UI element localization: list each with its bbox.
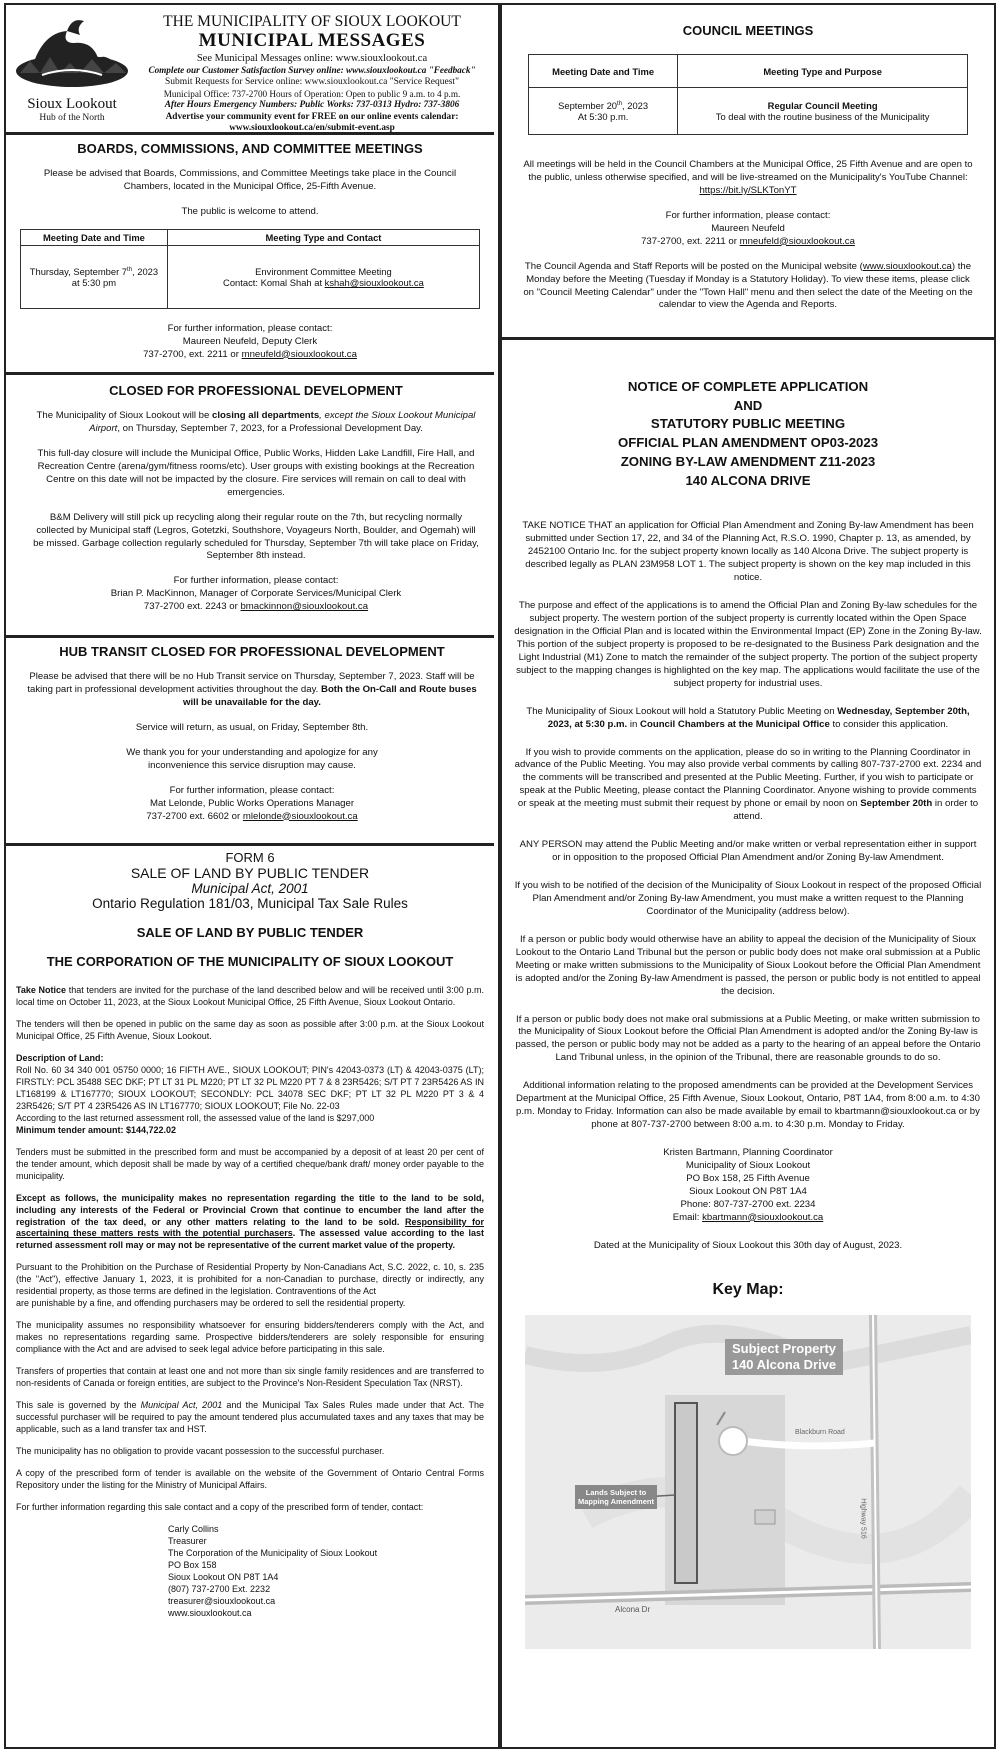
- council-col-date: Meeting Date and Time: [529, 55, 678, 88]
- transit-p2: Service will return, as usual, on Friday, September 8th.: [135, 721, 369, 733]
- notice-dated: Dated at the Municipality of Sioux Lookout this 30th day of August, 2023.: [593, 1239, 903, 1251]
- notice-p7: If a person or public body would otherwise have an ability to appeal the decision of the Municipality of Sioux Lookout to the Ontario Land Tribunal but the person or public body does not make oral submission at a Public Meeting or make written submissions to the Municipality of Sioux Lookout before the Official Plan Amendment is adopted and/or the Zoning By-law Amendment is passed, the person or public body is not entitled to appeal the decision.: [515, 933, 981, 997]
- council-youtube-link[interactable]: https://bit.ly/SLKTonYT: [699, 184, 797, 196]
- table-row: [529, 88, 968, 135]
- transit-title: HUB TRANSIT CLOSED FOR PROFESSIONAL DEVELOPMENT: [59, 644, 445, 659]
- tender-sale-title: SALE OF LAND BY PUBLIC TENDER: [130, 865, 370, 881]
- tender-p2: The tenders will then be opened in public on the same day as soon as possible after 3:00 p.m. at the Sioux Lookout Municipal Office, 25 Fifth Avenue, Sioux Lookout.: [16, 1018, 484, 1041]
- left-column: [6, 5, 494, 1747]
- tender-desc-label: Description of Land:: [16, 1052, 104, 1063]
- council-p2: The Council Agenda and Staff Reports will be posted on the Municipal website (www.siouxlookout.ca) the Monday before the Meeting (Tuesday if Monday is a Statutory Holiday). To view these items, please click on "Council Meeting Calendar" under the "Town Hall" menu and then select the date of the Meeting on the calendar to view the Agenda and Reports.: [523, 260, 973, 311]
- tender-minimum: Minimum tender amount: $144,722.02: [16, 1124, 177, 1135]
- council-website-link[interactable]: www.siouxlookout.ca: [862, 260, 952, 272]
- closed-p2: This full-day closure will include the Municipal Office, Public Works, Hidden Lake Landfill, Fire Hall, and Recreation Centre (arena/gym/fitness rooms/etc). User groups with existing bookings at the Recreation Centre on this date will not be impacted by the closure. Fire services will remain on call to deal with emergencies.: [37, 447, 475, 498]
- key-map: [525, 1315, 971, 1649]
- closed-p3: B&M Delivery will still pick up recycling along their regular route on the 7th, but recycling normally collected by Municipal staff (Legros, Gotetzki, Southshore, Voyageurs North, Boulder, and Ogemah) will be missed. Garbage collection regularly scheduled for Thursday, September 7th will take place on Friday, September 8th instead.: [33, 511, 479, 562]
- boards-type-cell: Environment Committee Meeting Contact: Komal Shah at kshah@siouxlookout.ca: [167, 245, 479, 308]
- tender-website-link[interactable]: www.siouxlookout.ca: [168, 1607, 252, 1618]
- closed-title: CLOSED FOR PROFESSIONAL DEVELOPMENT: [109, 383, 403, 398]
- tender-p4: Except as follows, the municipality makes no representation regarding the title to the land to be sold, including any interests of the Federal or Provincial Crown that continue to encumber the land after the registration of the tax deed, or any other matters relating to the land to be sold. Responsibility for ascertaining these matters rests with the potential purchasers. The assessed value according to the last returned assessment roll may or may not be representative of the current market value of the property.: [16, 1192, 484, 1251]
- notice-section: [502, 340, 994, 1751]
- tender-p10: A copy of the prescribed form of tender is available on the website of the Government of Ontario Central Forms Repository under the listing for the Ministry of Municipal Affairs.: [16, 1468, 484, 1490]
- table-row: [21, 245, 480, 308]
- masthead-line-2: Complete our Customer Satisfaction Survey online: www.siouxlookout.ca "Feedback": [148, 65, 476, 76]
- tender-p11: For further information regarding this sale contact and a copy of the prescribed form of tender, contact:: [16, 1501, 424, 1512]
- council-email-link[interactable]: mneufeld@siouxlookout.ca: [739, 235, 855, 247]
- council-p1: All meetings will be held in the Council Chambers at the Municipal Office, 25 Fifth Avenue and are open to the public, unless otherwise specified, and will be live-streamed on the Municipality's YouTube Channel: https://bit.ly/SLKTonYT: [523, 159, 973, 196]
- notice-contact: Kristen Bartmann, Planning Coordinator Municipality of Sioux Lookout PO Box 158, 25 Fifth Avenue Sioux Lookout ON P8T 1A4 Phone: 807-737-2700 ext. 2234 Email: kbartmann@siouxlookout.ca: [663, 1147, 833, 1223]
- notice-title: NOTICE OF COMPLETE APPLICATION AND STATUTORY PUBLIC MEETING OFFICIAL PLAN AMENDMENT OP03-2023 ZONING BY-LAW AMENDMENT Z11-2023 140 ALCONA DRIVE: [617, 379, 879, 488]
- transit-email-link[interactable]: mlelonde@siouxlookout.ca: [242, 810, 358, 822]
- map-road-highway: Highway 516: [859, 1497, 867, 1539]
- notice-p4: If you wish to provide comments on the application, please do so in writing to the Planning Coordinator in advance of the Public Meeting. You may also provide verbal comments by calling 807-737-2700 ext. 2234 and the comments will be transcribed and presented at the Public Meeting. Further, if you wish to participate or speak at the Public Meeting, please contact the Planning Coordinator. Anyone wishing to provide comments or speak at the meeting must submit their request by phone or email by noon on September 20th in order to attend.: [514, 746, 982, 823]
- council-date-cell: September 20th, 2023 At 5:30 p.m.: [529, 88, 678, 135]
- boards-contact: For further information, please contact: Maureen Neufeld, Deputy Clerk 737-2700, ext. 2211 or mneufeld@siouxlookout.ca: [143, 322, 357, 360]
- notice-p5: ANY PERSON may attend the Public Meeting and/or make written or verbal representation either in support or in opposition to the proposed Official Plan Amendment and/or Zoning By-law Amendment.: [519, 839, 977, 864]
- tender-p5b: are punishable by a fine, and offending purchasers may be ordered to sell the residential property.: [16, 1298, 406, 1309]
- boards-title: BOARDS, COMMISSIONS, AND COMMITTEE MEETINGS: [77, 141, 423, 156]
- masthead-line-6: Advertise your community event for FREE on our online events calendar:: [165, 111, 459, 122]
- transit-p1: Please be advised that there will be no Hub Transit service on Thursday, September 7, 2023. Staff will be taking part in professional development activities throughout the day. Both the On-Call and Route buses will be unavailable for the day.: [27, 671, 477, 708]
- masthead-subtitle: MUNICIPAL MESSAGES: [198, 30, 426, 51]
- notice-email-link[interactable]: kbartmann@siouxlookout.ca: [702, 1211, 824, 1223]
- notice-p9: Additional information relating to the proposed amendments can be provided at the Development Services Department at the Municipal Office, 25 Fifth Avenue, Sioux Lookout, Ontario, P8T 1A4, from 8:00 a.m. to 4:30 p.m. Monday to Friday. Information can also be made available by email to kbartmann@siouxlookout.ca or by phone at 807-737-2700 between 8:00 a.m. to 4:30 p.m. Monday to Friday.: [516, 1080, 980, 1131]
- council-title: COUNCIL MEETINGS: [682, 23, 814, 38]
- notice-p8: If a person or public body does not make oral submissions at a Public Meeting, or make written submission to the Municipality of Sioux Lookout before the Official Plan Amendment is adopted and/or the Zoning By-law is passed, the person or public body may not be added as a party to the hearing of an appeal before the Ontario Land Tribunal unless, in the opinion of the Tribunal, there are reasonable grounds to do so.: [515, 1013, 981, 1064]
- notice-p3: The Municipality of Sioux Lookout will hold a Statutory Public Meeting on Wednesday, September 20th, 2023, at 5:30 p.m. in Council Chambers at the Municipal Office to consider this application.: [526, 705, 970, 730]
- tender-p6: The municipality assumes no responsibility whatsoever for ensuring bidders/tenderers comply with the Act, and makes no representations regarding same. Prospective bidders/tenderers are solely responsible for ensuring compliance with the Act and are advised to seek legal advice before participating in this sale.: [16, 1320, 484, 1355]
- closed-email-link[interactable]: bmackinnon@siouxlookout.ca: [240, 601, 369, 613]
- map-road-alcona: Alcona Dr: [615, 1604, 651, 1614]
- council-contact: For further information, please contact: Maureen Neufeld 737-2700, ext. 2211 or mneufeld@siouxlookout.ca: [641, 209, 855, 247]
- boards-col-date: Meeting Date and Time: [21, 229, 168, 245]
- tender-regulation: Ontario Regulation 181/03, Municipal Tax Sale Rules: [92, 896, 408, 911]
- council-table-header: [529, 55, 968, 88]
- boards-col-type: Meeting Type and Contact: [167, 229, 479, 245]
- tender-sub-2: THE CORPORATION OF THE MUNICIPALITY OF SIOUX LOOKOUT: [46, 954, 454, 969]
- council-type-cell: Regular Council Meeting To deal with the routine business of the Municipality: [678, 88, 968, 135]
- tender-section: [6, 846, 494, 1751]
- boards-date-cell: Thursday, September 7th, 2023 at 5:30 pm: [21, 245, 168, 308]
- transit-contact: For further information, please contact: Mat Lelonde, Public Works Operations Manager 737-2700 ext. 6602 or mlelonde@siouxlookout.ca: [146, 784, 358, 822]
- boards-contact-email-link[interactable]: kshah@siouxlookout.ca: [324, 276, 424, 288]
- transit-p3: We thank you for your understanding and apologize for any inconvenience this service disruption may cause.: [126, 746, 378, 771]
- boards-table-header: [21, 229, 480, 245]
- tender-p1: Take Notice that tenders are invited for the purchase of the land described below and will be received until 3:00 p.m. local time on October 11, 2023, at the Sioux Lookout Municipal Office, 25 Fifth Avenue, Sioux Lookout Ontario.: [16, 985, 484, 1007]
- tender-p3: Tenders must be submitted in the prescribed form and must be accompanied by a deposit of at least 20 per cent of the tender amount, which deposit shall be made by way of a certified cheque/bank draft/ money order payable to the municipality.: [16, 1146, 484, 1181]
- council-section: [502, 5, 994, 340]
- tender-sub-1: SALE OF LAND BY PUBLIC TENDER: [136, 925, 364, 940]
- boards-email-link[interactable]: mneufeld@siouxlookout.ca: [241, 348, 357, 360]
- boards-welcome: The public is welcome to attend.: [181, 205, 319, 217]
- right-column: [498, 5, 994, 1747]
- tender-contact: Carly Collins Treasurer The Corporation of the Municipality of Sioux Lookout PO Box 158 Sioux Lookout ON P8T 1A4 (807) 737-2700 Ext. 2232 treasurer@siouxlookout.ca www.siouxlookout.ca: [168, 1524, 484, 1620]
- masthead: [6, 5, 494, 135]
- logo-tagline: Hub of the North: [39, 113, 105, 123]
- notice-p2: The purpose and effect of the applications is to amend the Official Plan and Zoning By-law schedules for the subject property. The western portion of the subject property is currently located within the Open Space designation in the Official Plan and is located within the Environmental Impact (EP) Zone in the Zoning By-law. This portion of the subject property is proposed to be re-designated to the Business Park designation and the Light Industrial (M1) Zone to match the remainder of the subject property. The portion of the subject property subject to the mapping changes is highlighted on the key map. The applications would facilitate the use of the subject property for industrial uses.: [514, 600, 982, 689]
- council-table: [528, 54, 968, 135]
- map-lands-label: Lands Subject to Mapping Amendment: [575, 1485, 657, 1510]
- masthead-line-5: After Hours Emergency Numbers: Public Works: 737-0313 Hydro: 737-3806: [164, 100, 460, 110]
- tender-p8: This sale is governed by the Municipal Act, 2001 and the Municipal Tax Sales Rules made under that Act. The successful purchaser will be required to pay the amount tendered plus accumulated taxes and any taxes that may be applicable, such as a land transfer tax and HST.: [16, 1400, 485, 1435]
- tender-act: Municipal Act, 2001: [191, 881, 309, 896]
- masthead-line-3: Submit Requests for Service online: www.siouxlookout.ca "Service Request": [165, 76, 459, 87]
- council-col-type: Meeting Type and Purpose: [678, 55, 968, 88]
- keymap-title: Key Map:: [712, 1280, 784, 1298]
- map-road-blackburn: Blackburn Road: [795, 1428, 845, 1436]
- closed-section: [6, 375, 494, 638]
- logo-emblem-icon: [12, 13, 132, 93]
- notice-p6: If you wish to be notified of the decision of the Municipality of Sioux Lookout in respect of the proposed Official Plan Amendment and/or Zoning By-law Amendment, you must make a written request to the Planning Coordinator of the Municipality (address below).: [514, 880, 982, 917]
- masthead-text: [134, 13, 490, 135]
- boards-intro: Please be advised that Boards, Commissions, and Committee Meetings take place in the Council Chambers, located in the Municipal Office, 25-Fifth Avenue.: [43, 168, 457, 192]
- tender-email-link[interactable]: treasurer@siouxlookout.ca: [168, 1595, 276, 1606]
- tender-assessed: According to the last returned assessment roll, the assessed value of the land is $297,000: [16, 1112, 375, 1123]
- tender-form: FORM 6: [225, 850, 275, 865]
- tender-p7: Transfers of properties that contain at least one and not more than six single family residences and are transferred to non-residents of Canada or foreign entities, are subject to the Province's Non-Resident Speculation Tax (NRST).: [16, 1366, 484, 1389]
- masthead-line-4: Municipal Office: 737-2700 Hours of Operation: Open to public 9 a.m. to 4 p.m.: [163, 88, 461, 99]
- boards-section: [6, 135, 494, 375]
- tender-p9: The municipality has no obligation to provide vacant possession to the successful purchaser.: [16, 1446, 385, 1457]
- masthead-title: THE MUNICIPALITY OF SIOUX LOOKOUT: [163, 13, 461, 30]
- transit-section: [6, 638, 494, 846]
- sioux-lookout-logo: [12, 13, 132, 121]
- logo-word: Sioux Lookout: [27, 96, 117, 112]
- newspaper-page: [4, 3, 996, 1749]
- masthead-line-1: See Municipal Messages online: www.siouxlookout.ca: [196, 53, 428, 64]
- masthead-line-7: www.siouxlookout.ca/en/submit-event.asp: [229, 123, 395, 134]
- tender-p5: Pursuant to the Prohibition on the Purchase of Residential Property by Non-Canadians Act, S.C. 2022, c. 10, s. 235 (the "Act"), effective January 1, 2023, it is prohibited for a non-Canadian to purchase, directly or indirectly, any residential property, as those terms are defined in the legislation. Contraventions of the Act: [16, 1262, 484, 1297]
- map-subject-property-label: Subject Property 140 Alcona Drive: [725, 1339, 843, 1376]
- closed-contact: For further information, please contact: Brian P. MacKinnon, Manager of Corporate Services/Municipal Clerk 737-2700 ext. 2243 or bmackinnon@siouxlookout.ca: [110, 575, 402, 613]
- closed-p1: The Municipality of Sioux Lookout will be closing all departments, except the Sioux Lookout Municipal Airport, on Thursday, September 7, 2023, for a Professional Development Day.: [36, 410, 476, 434]
- tender-desc: Roll No. 60 34 340 001 05750 0000; 16 FIFTH AVE., SIOUX LOOKOUT; PIN's 42043-0373 (LT) & 42043-0375 (LT); FIRSTLY: PCL 35488 SEC DKF; PT LT 31 PL M220; PT LT 32 PL M220 PT 7 & 8 23R5426; S/T PT 7 23R5426 AS IN LT168199 & LT167770; SIOUX LOOKOUT; SECONDLY: PCL 34078 SEC DKF; PT LT 32 PL M220 PT 3 & 4 23R5426; S/T PT 4 23R5426 AS IN LT167770; SIOUX LOOKOUT; File No. 22-03: [16, 1064, 484, 1111]
- boards-table: [20, 229, 480, 309]
- notice-p1: TAKE NOTICE THAT an application for Official Plan Amendment and Zoning By-law Amendment has been submitted under Section 17, 22, and 34 of the Planning Act, R.S.O. 1990, Chapter p. 13, as amended, by 2452100 Ontario Inc. for the subject property known locally as 140 Alcona Drive. The subject property is described legally as PLAN 23M958 LOT 1. The subject property is shown on the key map included in this notice.: [522, 520, 974, 584]
